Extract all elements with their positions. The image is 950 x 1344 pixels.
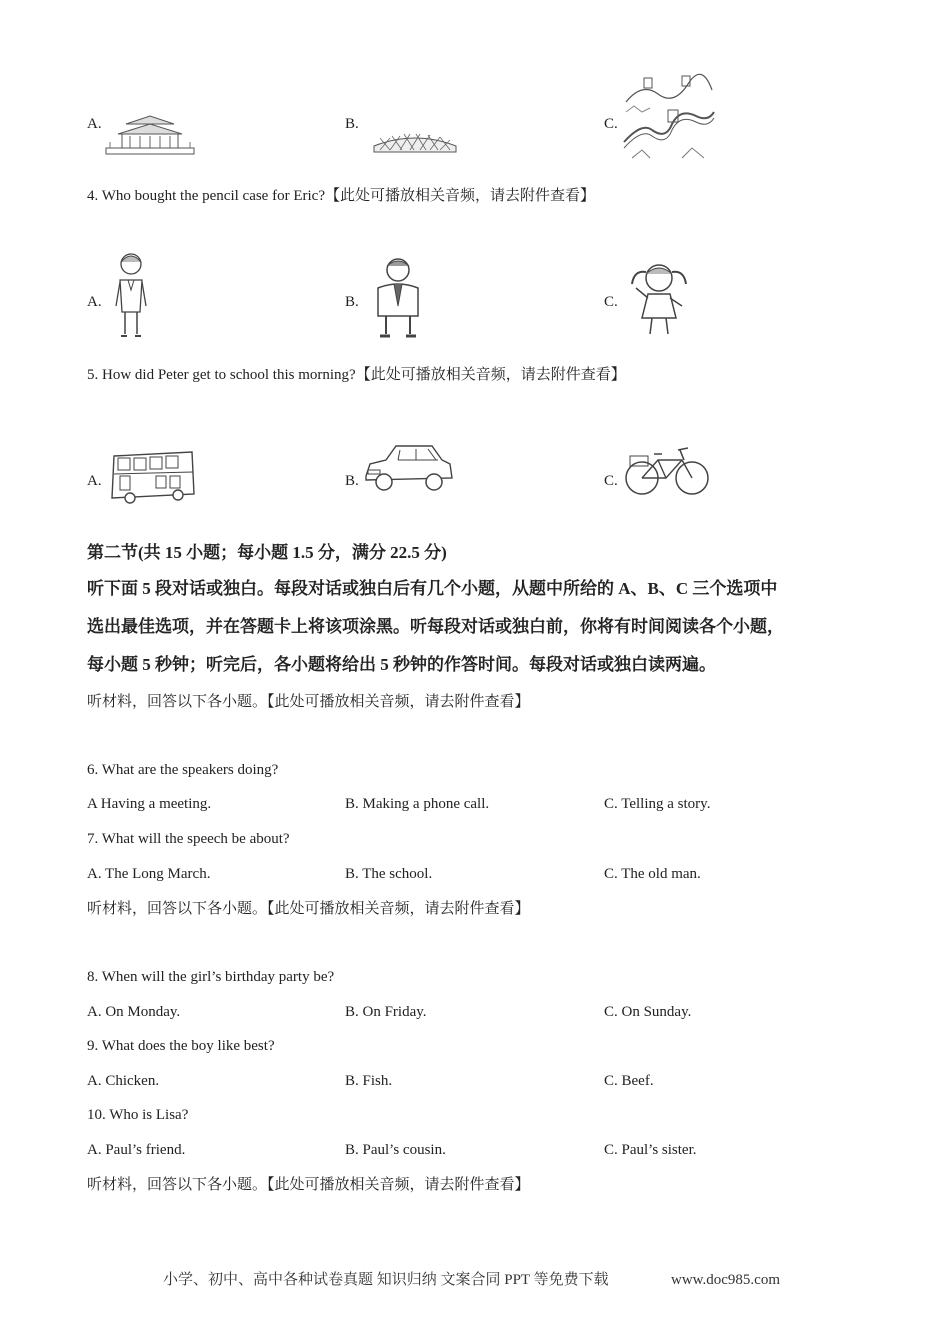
birds-nest-stadium-icon [370,128,460,154]
question-9-option-b: B. Fish. [345,1073,393,1089]
girl-icon [626,258,692,338]
question-8-option-a: A. On Monday. [87,1004,181,1020]
question-7: 7. What will the speech be about? [87,831,290,847]
question-10-option-c: C. Paul’s sister. [604,1142,697,1158]
question-6-option-c: C. Telling a story. [604,796,711,812]
question-7-option-b: B. The school. [345,866,433,882]
man-icon [370,254,426,340]
question-9: 9. What does the boy like best? [87,1038,275,1054]
question-8-option-b: B. On Friday. [345,1004,427,1020]
listen-prompt: 听材料，回答以下各小题。【此处可播放相关音频，请去附件查看】 [87,694,530,710]
question-10-option-b: B. Paul’s cousin. [345,1142,446,1158]
section-instructions-line-3: 每小题 5 秒钟；听完后，各小题将给出 5 秒钟的作答时间。每段对话或独白读两遍。 [87,655,716,674]
tiananmen-icon [104,112,196,156]
section-instructions-line-1: 听下面 5 段对话或独白。每段对话或独白后有几个小题，从题中所给的 A、B、C 三个选项中 [87,579,778,598]
question-8-option-c: C. On Sunday. [604,1004,692,1020]
question-7-option-a: A. The Long March. [87,866,211,882]
q4-option-b-label: B. [345,294,359,310]
bus-icon [108,448,198,504]
question-10-option-a: A. Paul’s friend. [87,1142,186,1158]
listen-prompt: 听材料，回答以下各小题。【此处可播放相关音频，请去附件查看】 [87,901,530,917]
section-instructions-line-2: 选出最佳选项，并在答题卡上将该项涂黑。听每段对话或独白前，你将有时间阅读各个小题， [87,617,784,636]
q4-option-a-label: A. [87,294,102,310]
listen-prompt: 听材料，回答以下各小题。【此处可播放相关音频，请去附件查看】 [87,1177,530,1193]
q5-question: 5. How did Peter get to school this morning?【此处可播放相关音频，请去附件查看】 [87,367,626,383]
woman-icon [110,250,152,340]
question-9-option-c: C. Beef. [604,1073,654,1089]
question-6-option-a: A Having a meeting. [87,796,212,812]
q3-option-b-label: B. [345,116,359,132]
question-6: 6. What are the speakers doing? [87,762,279,778]
q5-option-a-label: A. [87,473,102,489]
bicycle-icon [622,438,712,498]
question-7-option-c: C. The old man. [604,866,701,882]
q4-option-c-label: C. [604,294,618,310]
q5-option-c-label: C. [604,473,618,489]
q5-option-b-label: B. [345,473,359,489]
car-icon [362,440,454,496]
q3-option-a-label: A. [87,116,102,132]
section-heading: 第二节(共 15 小题；每小题 1.5 分，满分 22.5 分) [87,543,447,562]
question-8: 8. When will the girl’s birthday party be? [87,969,335,985]
q3-option-c-label: C. [604,116,618,132]
q4-question: 4. Who bought the pencil case for Eric?【此处可播放相关音频，请去附件查看】 [87,188,595,204]
question-10: 10. Who is Lisa? [87,1107,189,1123]
question-6-option-b: B. Making a phone call. [345,796,490,812]
footer-text: 小学、初中、高中各种试卷真题 知识归纳 文案合同 PPT 等免费下载 [163,1272,609,1288]
footer-link[interactable]: www.doc985.com [671,1272,781,1288]
question-9-option-a: A. Chicken. [87,1073,160,1089]
great-wall-icon [622,72,716,160]
